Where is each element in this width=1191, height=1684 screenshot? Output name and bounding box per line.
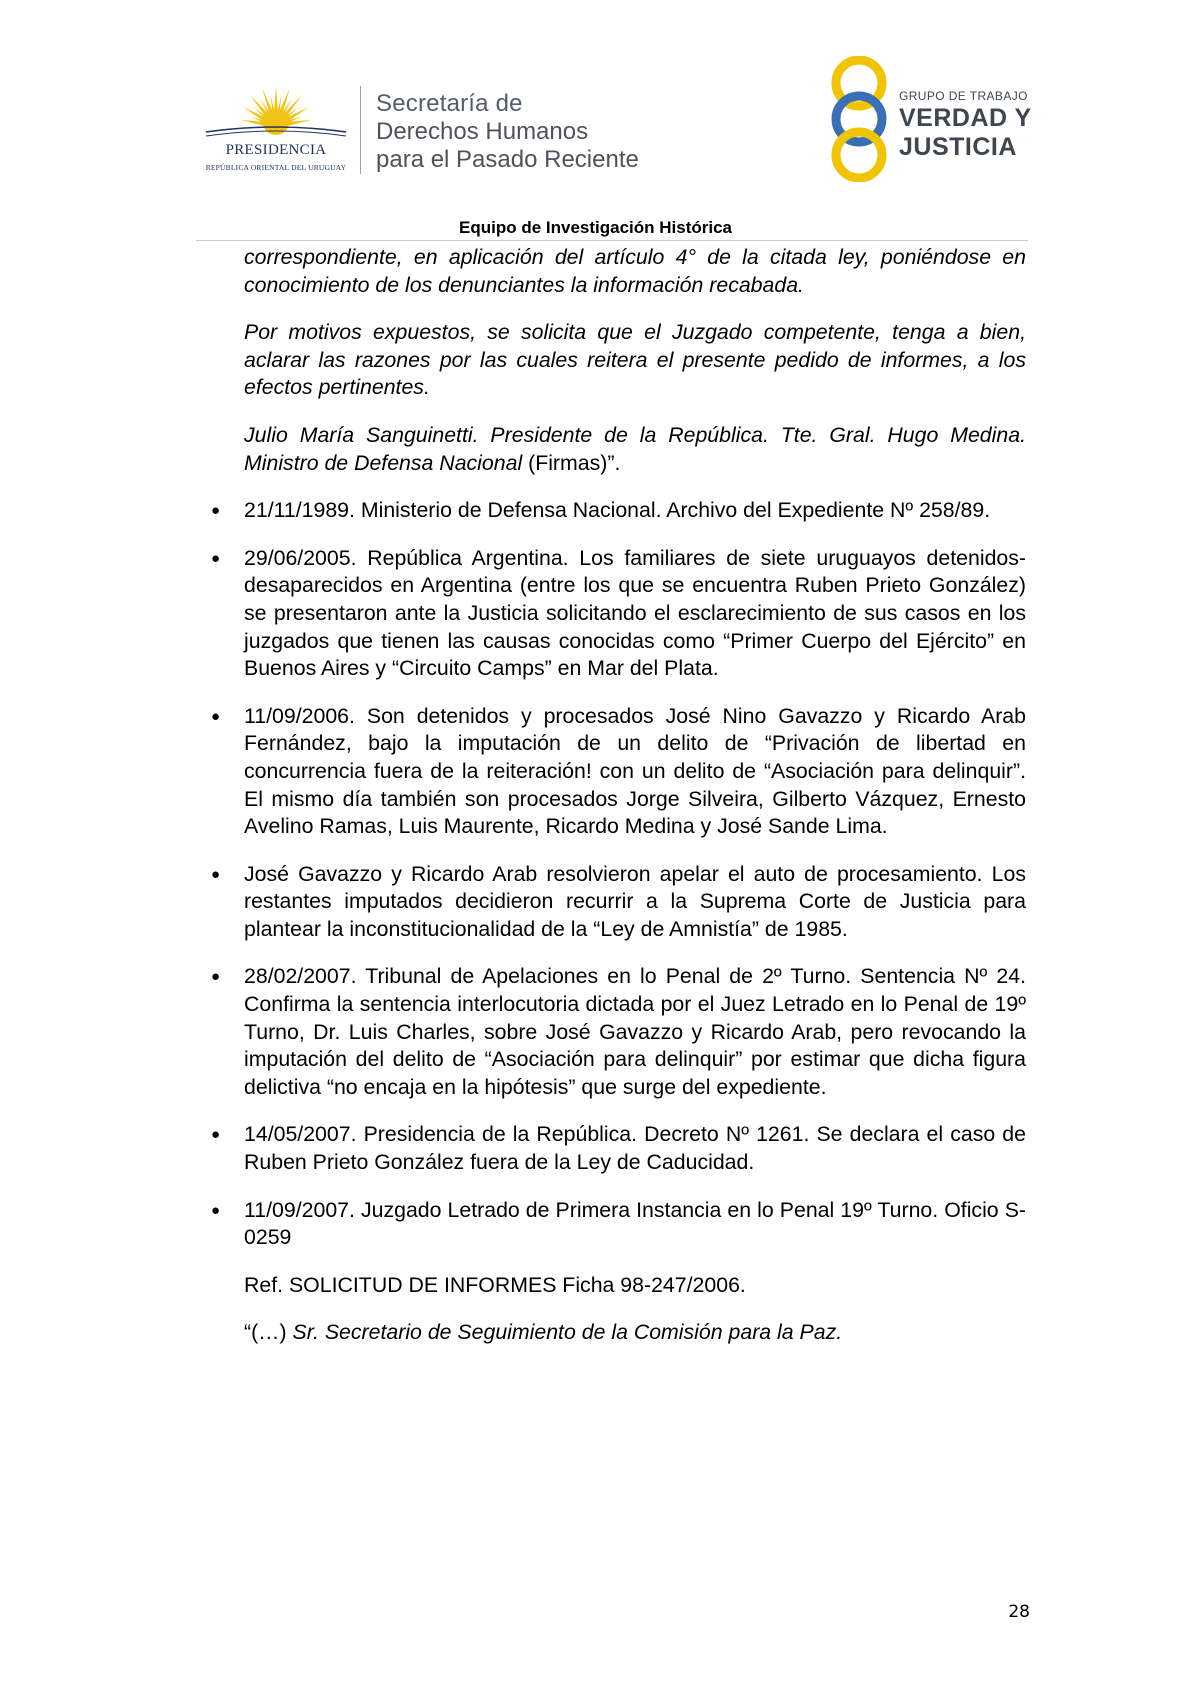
list-item-text: 14/05/2007. Presidencia de la República. Decreto Nº 1261. Se declara el caso de Ruben Prieto González fuera de la Ley de Caducidad. (244, 1122, 1026, 1175)
list-item (211, 1121, 1026, 1176)
sun-emblem-icon (196, 82, 356, 142)
rings-emblem-icon (822, 56, 896, 182)
signatures-note: (Firmas)”. (522, 450, 621, 475)
presidencia-subtitle: REPÚBLICA ORIENTAL DEL URUGUAY (205, 163, 347, 172)
intro-paragraph-3 (244, 422, 1026, 477)
bullet-icon: ● (211, 1201, 221, 1219)
document-body (211, 244, 1026, 1367)
list-item (211, 861, 1026, 944)
grupo-trabajo-text (899, 90, 1032, 160)
secretaria-logo-text (376, 92, 639, 172)
reference-line: Ref. SOLICITUD DE INFORMES Ficha 98-247/2006. (244, 1272, 746, 1297)
presidencia-name: PRESIDENCIA (225, 142, 327, 158)
list-item (211, 545, 1026, 683)
bullet-icon: ● (211, 1126, 221, 1144)
quote-line (244, 1319, 1026, 1347)
bullet-icon: ● (211, 549, 221, 567)
intro-paragraph-2: Por motivos expuestos, se solicita que el Juzgado competente, tenga a bien, aclarar las razones por las cuales reitera el presente pedido de informes, a los efectos pertinentes. (244, 320, 1026, 400)
secretaria-line-1: Secretaría de (376, 90, 523, 117)
secretaria-line-2: Derechos Humanos (376, 118, 589, 145)
page-number: 28 (1008, 1602, 1030, 1622)
list-item (211, 703, 1026, 841)
grupo-line-2: VERDAD Y (899, 104, 1032, 132)
bullet-icon: ● (211, 968, 221, 986)
grupo-line-3: JUSTICIA (899, 133, 1017, 161)
bullet-icon: ● (211, 502, 221, 520)
list-item (211, 963, 1026, 1101)
list-item-text: 11/09/2007. Juzgado Letrado de Primera Instancia en lo Penal 19º Turno. Oficio S-0259 (244, 1197, 1026, 1250)
bullet-icon: ● (211, 707, 221, 725)
list-item (211, 497, 1026, 525)
intro-paragraph-1: correspondiente, en aplicación del artículo 4° de la citada ley, poniéndose en conocimiento de los denunciantes la información recabada. (244, 245, 1026, 297)
chronology-list (211, 497, 1026, 1252)
presidencia-logo (196, 82, 356, 182)
list-item-text: 11/09/2006. Son detenidos y procesados José Nino Gavazzo y Ricardo Arab Fernández, bajo la imputación de un delito de “Privación de libertad en concurrencia fuera de la reiteración! con un delito de “Asociación para delinquir”. El mismo día también son procesados Jorge Silveira, Gilberto Vázquez, Ernesto Avelino Ramas, Luis Maurente, Ricardo Medina y José Sande Lima. (244, 703, 1026, 839)
grupo-line-1: GRUPO DE TRABAJO (899, 89, 1028, 103)
header-divider (360, 86, 361, 174)
quote-open: “(…) (244, 1320, 293, 1345)
verdad-justicia-logo (822, 56, 896, 182)
list-item-text: José Gavazzo y Ricardo Arab resolvieron apelar el auto de procesamiento. Los restantes imputados decidieron recurrir a la Suprema Corte de Justicia para plantear la inconstitucionalidad de la “Ley de Amnistía” de 1985. (244, 861, 1026, 941)
page-header (0, 0, 1191, 250)
bullet-icon: ● (211, 865, 221, 883)
list-item-text: 21/11/1989. Ministerio de Defensa Nacional. Archivo del Expediente Nº 258/89. (244, 498, 991, 523)
list-item-text: 29/06/2005. República Argentina. Los familiares de siete uruguayos detenidos-desaparecidos en Argentina (entre los que se encuentra Ruben Prieto González) se presentaron ante la Justicia solicitando el esclarecimiento de sus casos en los juzgados que tienen las causas conocidas como “Primer Cuerpo del Ejército” en Buenos Aires y “Circuito Camps” en Mar del Plata. (244, 545, 1026, 681)
list-item-text: 28/02/2007. Tribunal de Apelaciones en lo Penal de 2º Turno. Sentencia Nº 24. Confirma la sentencia interlocutoria dictada por el Juez Letrado en lo Penal de 19º Turno, Dr. Luis Charles, sobre José Gavazzo y Ricardo Arab, pero revocando la imputación del delito de “Asociación para delinquir” por estimar que dicha figura delictiva “no encaja en la hipótesis” que surge del expediente. (244, 964, 1026, 1099)
signatories: Julio María Sanguinetti. Presidente de la República. Tte. Gral. Hugo Medina. Ministro de Defensa Nacional (244, 422, 1026, 475)
list-item (211, 1197, 1026, 1252)
quote-addressee: Sr. Secretario de Seguimiento de la Comisión para la Paz. (292, 1320, 843, 1345)
secretaria-line-3: para el Pasado Reciente (376, 146, 639, 173)
header-rule (196, 240, 1028, 241)
team-title: Equipo de Investigación Histórica (459, 218, 732, 237)
